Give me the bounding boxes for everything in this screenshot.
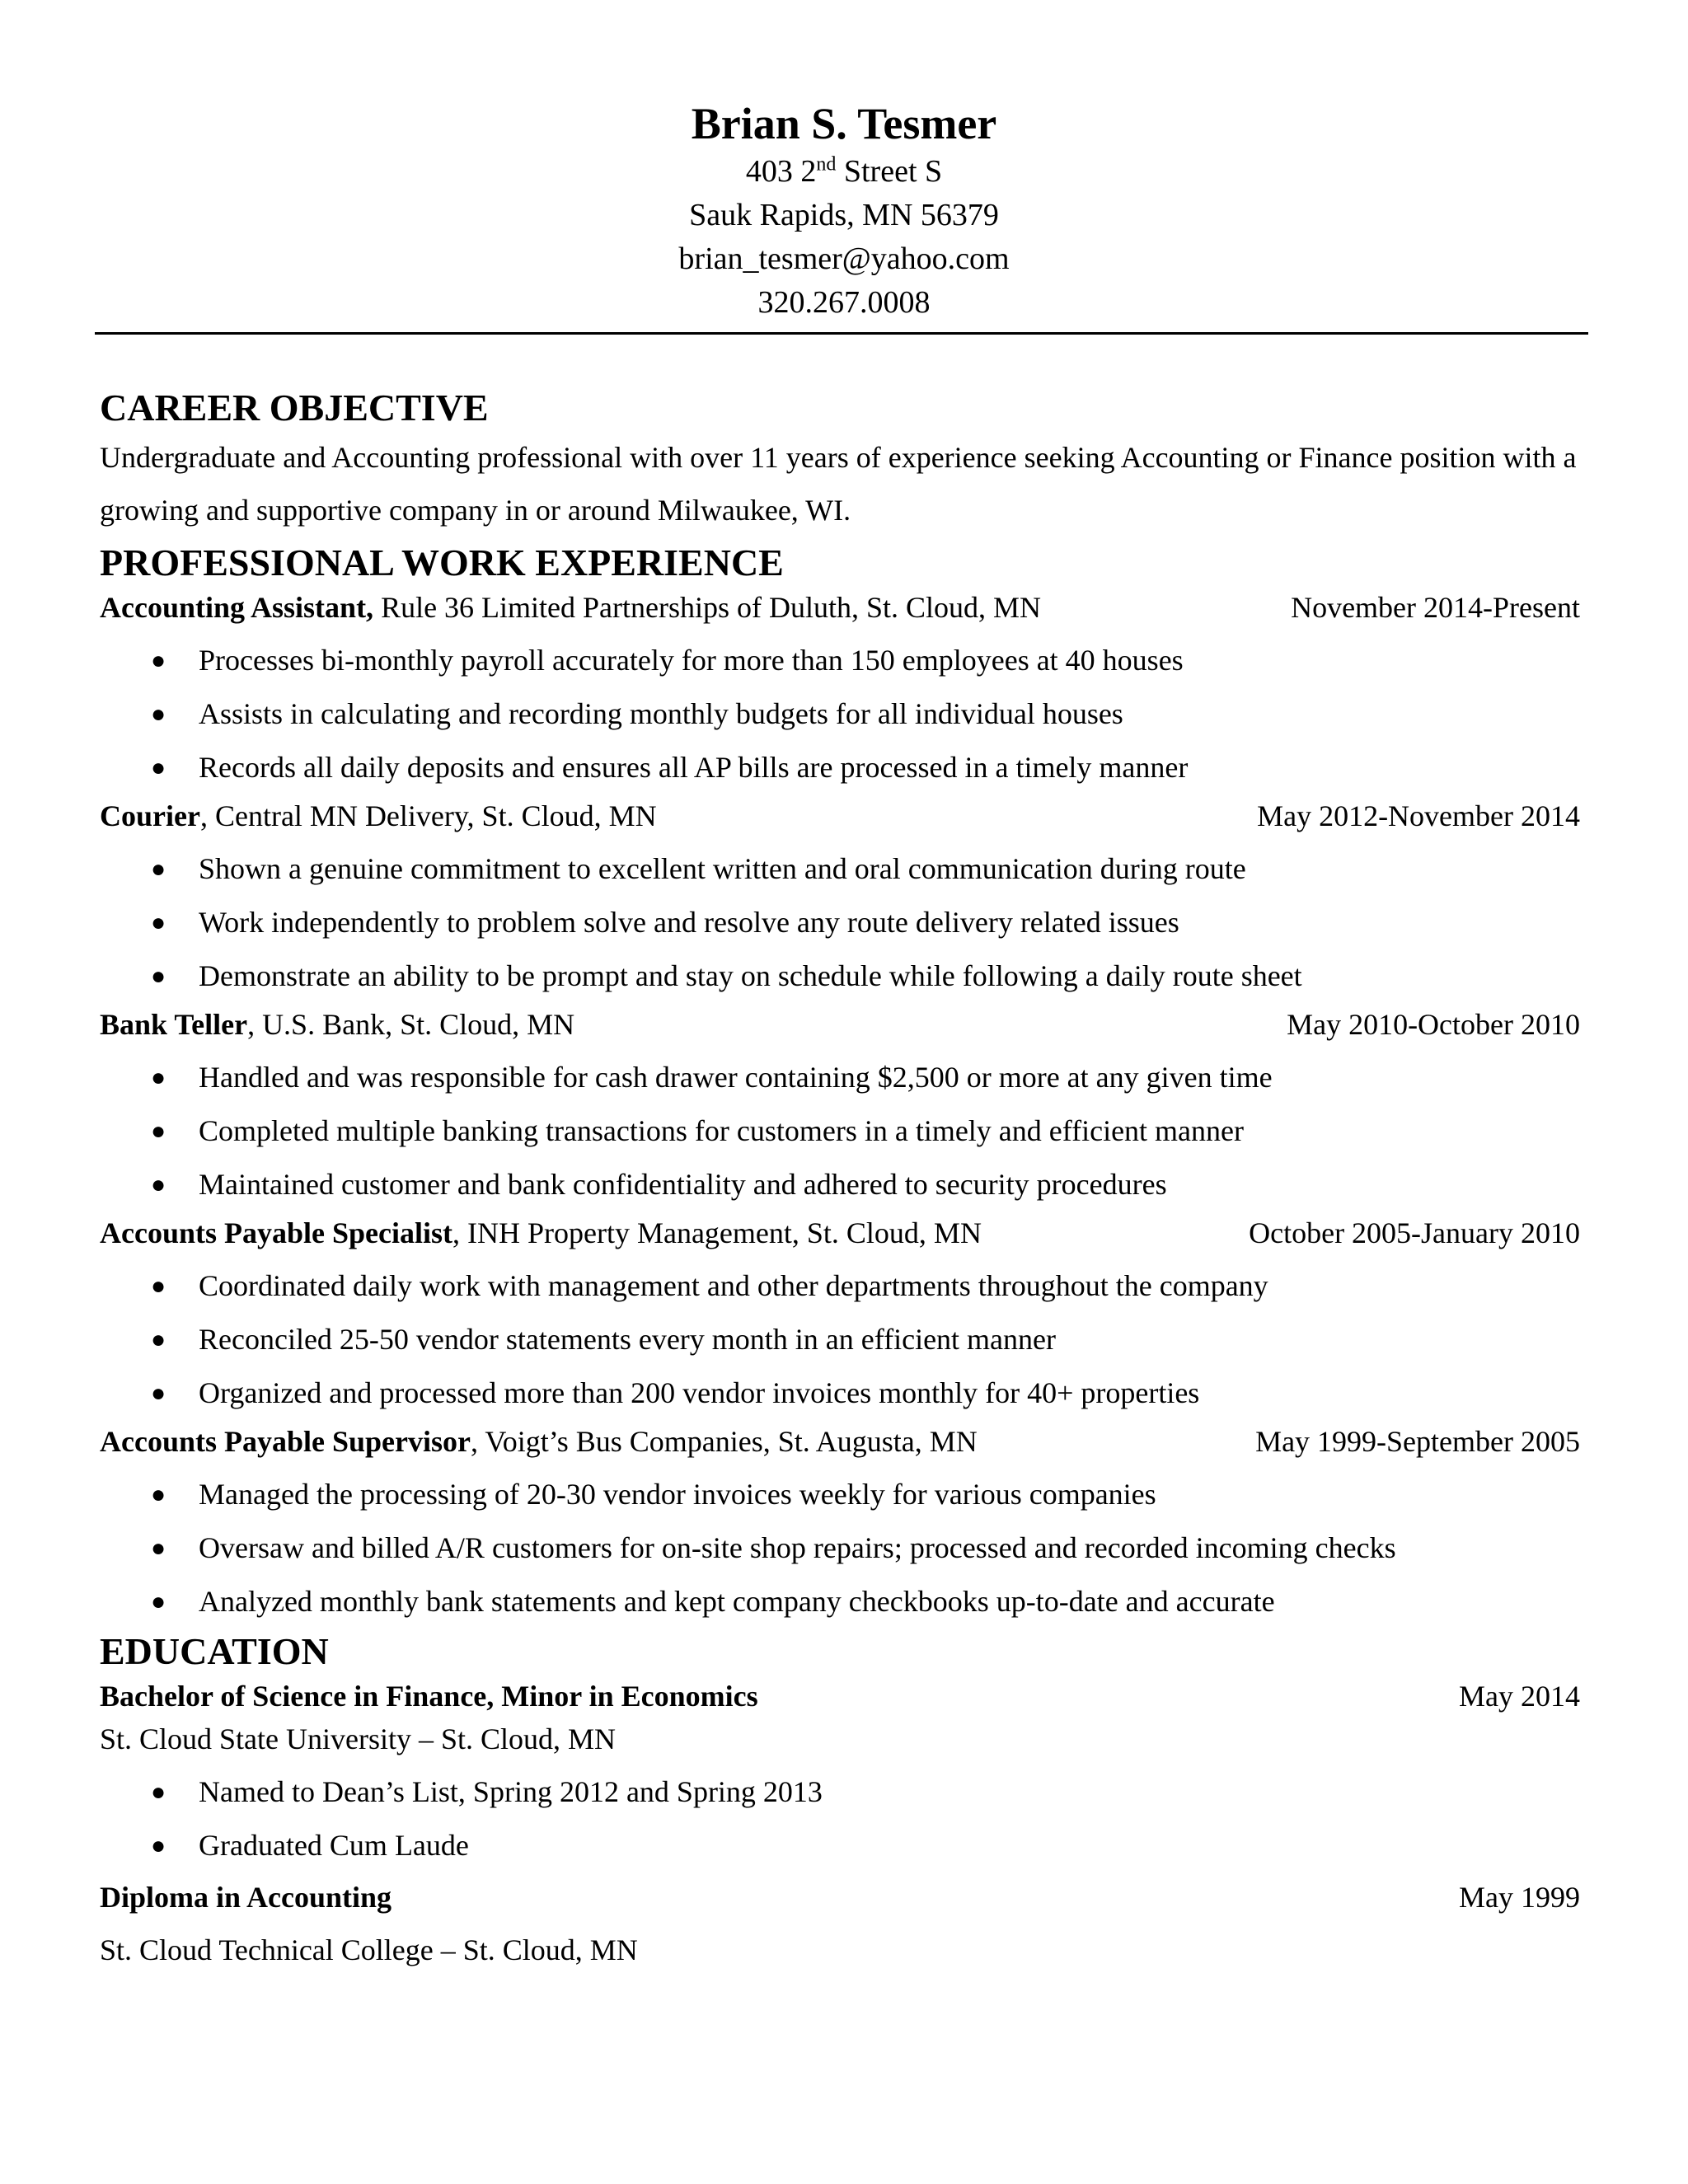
street-number: 403 2 [745, 154, 817, 189]
list-item [100, 741, 1580, 794]
street-name: Street S [836, 154, 943, 189]
list-item [100, 634, 1580, 687]
education-entry [100, 1876, 1580, 1971]
objective-text: Undergraduate and Accounting professional with over 11 years of experience seeking Accounting or Finance position with a growing and supportive company in or around Milwaukee, WI. [100, 441, 1577, 527]
job-duties [100, 634, 1580, 794]
education-heading: EDUCATION [100, 1630, 329, 1672]
job-title: Accounting Assistant, [100, 591, 374, 624]
list-item [100, 842, 1580, 896]
job-header [100, 1003, 1580, 1046]
job-header [100, 1420, 1580, 1463]
list-item [100, 1158, 1580, 1212]
list-item [100, 1366, 1580, 1420]
bullet-icon: ● [151, 1272, 166, 1300]
list-item [100, 896, 1580, 949]
list-item [100, 1104, 1580, 1158]
duty-text: Work independently to problem solve and resolve any route delivery related issues [199, 906, 1179, 939]
bullet-icon: ● [151, 1535, 166, 1562]
bullet-icon: ● [151, 701, 166, 728]
bullet-icon: ● [151, 1380, 166, 1407]
job-employer: , Central MN Delivery, St. Cloud, MN [199, 799, 657, 832]
duty-text: Assists in calculating and recording monthly budgets for all individual houses [199, 697, 1123, 730]
job-employer: , INH Property Management, St. Cloud, MN [452, 1216, 982, 1249]
duty-text: Completed multiple banking transactions for customers in a timely and efficient manner [199, 1114, 1244, 1147]
degree-date: May 2014 [1459, 1680, 1580, 1713]
job-dates: May 2012-November 2014 [1257, 799, 1580, 832]
degree-date: May 1999 [1459, 1881, 1580, 1914]
job-header [100, 586, 1580, 629]
job-title-employer [100, 1212, 982, 1254]
duty-text: Demonstrate an ability to be prompt and stay on schedule while following a daily route sheet [199, 959, 1302, 992]
bullet-icon: ● [151, 1481, 166, 1508]
list-item [100, 1468, 1580, 1521]
job-dates: May 2010-October 2010 [1287, 1008, 1580, 1041]
job-employer: Rule 36 Limited Partnerships of Duluth, St. Cloud, MN [373, 591, 1042, 624]
experience-section [100, 540, 1580, 1629]
bullet-icon: ● [151, 1588, 166, 1615]
duty-text: Reconciled 25-50 vendor statements every month in an efficient manner [199, 1323, 1056, 1356]
job-title: Courier [100, 799, 200, 832]
job-entry [100, 794, 1580, 1003]
duty-text: Handled and was responsible for cash drawer containing $2,500 or more at any given time [199, 1061, 1273, 1094]
education-entry [100, 1675, 1580, 1872]
bullet-icon: ● [151, 909, 166, 936]
street-ordinal-suffix: nd [816, 153, 837, 176]
job-duties [100, 842, 1580, 1003]
bullet-icon: ● [151, 647, 166, 674]
education-section [100, 1629, 1580, 1971]
resume-header [0, 97, 1688, 325]
job-title-employer [100, 794, 657, 837]
bullet-icon: ● [151, 1326, 166, 1353]
honor-text: Named to Dean’s List, Spring 2012 and Spring 2013 [199, 1775, 823, 1808]
job-dates: May 1999-September 2005 [1255, 1425, 1580, 1458]
job-entry [100, 1003, 1580, 1212]
degree-title: Bachelor of Science in Finance, Minor in Economics [100, 1680, 758, 1713]
duty-text: Processes bi-monthly payroll accurately for more than 150 employees at 40 houses [199, 644, 1184, 677]
list-item [100, 1765, 1580, 1819]
bullet-icon: ● [151, 855, 166, 883]
phone-number: 320.267.0008 [757, 285, 931, 320]
resume-body [100, 385, 1580, 1971]
job-entry [100, 1420, 1580, 1629]
honor-text: Graduated Cum Laude [199, 1829, 469, 1862]
candidate-name: Brian S. Tesmer [691, 99, 997, 148]
list-item [100, 1819, 1580, 1872]
job-duties [100, 1259, 1580, 1420]
list-item [100, 1313, 1580, 1366]
job-employer: , Voigt’s Bus Companies, St. Augusta, MN [471, 1425, 978, 1458]
job-entry [100, 586, 1580, 794]
objective-heading: CAREER OBJECTIVE [100, 387, 489, 429]
list-item [100, 1259, 1580, 1313]
degree-title: Diploma in Accounting [100, 1881, 392, 1914]
street-address [0, 150, 1688, 194]
objective-section [100, 385, 1580, 537]
bullet-icon: ● [151, 1832, 166, 1859]
job-title: Accounts Payable Specialist [100, 1216, 452, 1249]
school-name: St. Cloud State University – St. Cloud, MN [100, 1722, 617, 1755]
job-duties [100, 1468, 1580, 1629]
list-item [100, 949, 1580, 1003]
job-title: Accounts Payable Supervisor [100, 1425, 471, 1458]
bullet-icon: ● [151, 1171, 166, 1198]
job-dates: November 2014-Present [1291, 591, 1580, 624]
duty-text: Analyzed monthly bank statements and kept company checkbooks up-to-date and accurate [199, 1585, 1275, 1618]
job-employer: , U.S. Bank, St. Cloud, MN [247, 1008, 575, 1041]
list-item [100, 1575, 1580, 1629]
experience-heading: PROFESSIONAL WORK EXPERIENCE [100, 541, 784, 583]
header-divider [95, 332, 1588, 335]
list-item [100, 1051, 1580, 1104]
duty-text: Shown a genuine commitment to excellent written and oral communication during route [199, 852, 1246, 885]
job-entry [100, 1212, 1580, 1420]
job-duties [100, 1051, 1580, 1212]
job-title-employer [100, 1003, 574, 1046]
duty-text: Oversaw and billed A/R customers for on-site shop repairs; processed and recorded incoming checks [199, 1531, 1396, 1564]
duty-text: Maintained customer and bank confidentiality and adhered to security procedures [199, 1168, 1167, 1201]
job-title-employer [100, 1420, 978, 1463]
education-honors [100, 1765, 1580, 1872]
list-item [100, 687, 1580, 741]
bullet-icon: ● [151, 754, 166, 781]
job-title: Bank Teller [100, 1008, 248, 1041]
duty-text: Managed the processing of 20-30 vendor invoices weekly for various companies [199, 1478, 1156, 1511]
duty-text: Coordinated daily work with management and other departments throughout the company [199, 1269, 1268, 1302]
degree-header [100, 1675, 1580, 1718]
job-dates: October 2005-January 2010 [1249, 1216, 1580, 1249]
duty-text: Records all daily deposits and ensures all AP bills are processed in a timely manner [199, 751, 1189, 784]
job-header [100, 1212, 1580, 1254]
bullet-icon: ● [151, 1779, 166, 1806]
city-state-zip: Sauk Rapids, MN 56379 [689, 198, 999, 232]
email-address: brian_tesmer@yahoo.com [678, 241, 1010, 276]
job-header [100, 794, 1580, 837]
bullet-icon: ● [151, 1118, 166, 1145]
bullet-icon: ● [151, 1064, 166, 1091]
duty-text: Organized and processed more than 200 vendor invoices monthly for 40+ properties [199, 1376, 1200, 1409]
degree-header [100, 1876, 1580, 1919]
list-item [100, 1521, 1580, 1575]
bullet-icon: ● [151, 963, 166, 990]
job-title-employer [100, 586, 1041, 629]
school-name: St. Cloud Technical College – St. Cloud, MN [100, 1933, 638, 1966]
